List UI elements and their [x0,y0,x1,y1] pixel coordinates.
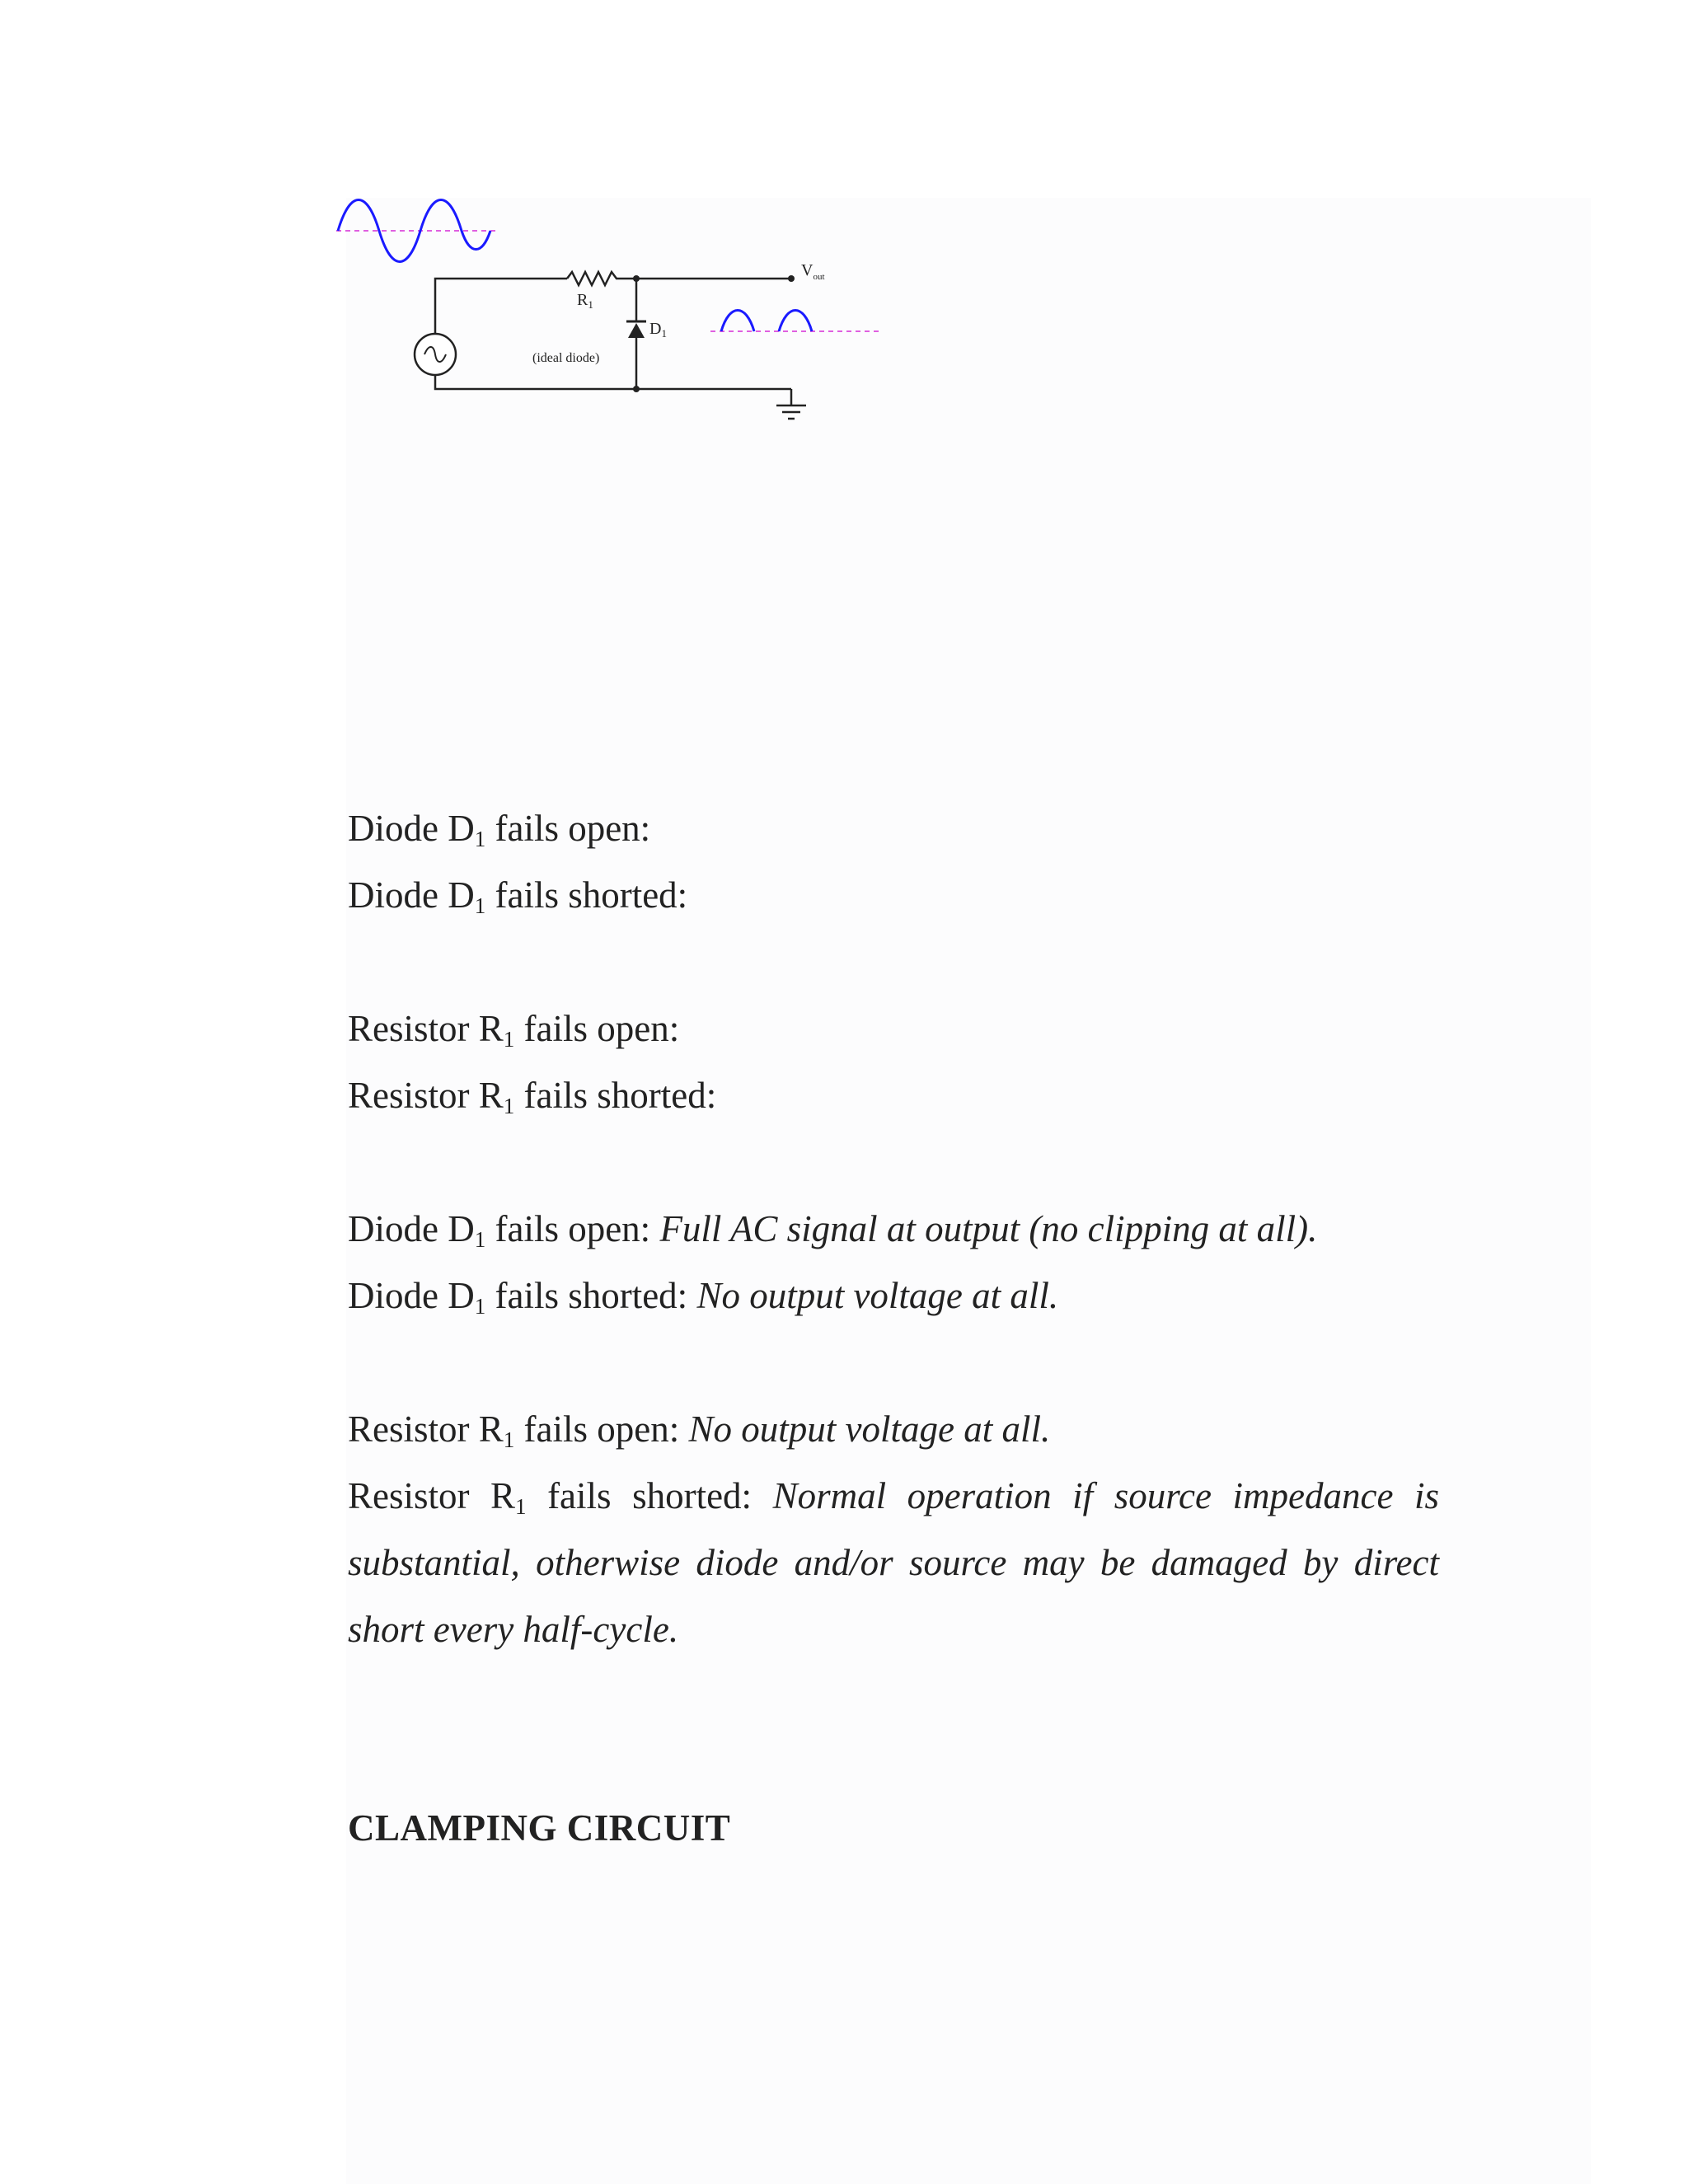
answer-resistor-shorted-line2: substantial, otherwise diode and/or source may be damaged by direct [348,1542,1439,1583]
ground-symbol [776,405,806,419]
node-top [633,275,640,282]
diode-label: $D_1$ [649,320,667,340]
section-heading: CLAMPING CIRCUIT [348,1807,731,1849]
resistor-symbol [567,272,636,285]
answer-resistor-open: Resistor $R_1$ fails open: No output voltage at all. [348,1408,1051,1452]
resistor-label: $R_1$ [577,291,593,311]
ideal-diode-note: (ideal diode) [532,351,600,365]
clipper-circuit-diagram [330,190,907,437]
vout-label: $V_{out}$ [801,261,825,282]
question-resistor-shorted: Resistor $R_1$ fails shorted: [348,1075,717,1118]
answer-resistor-shorted-line1: Resistor $R_1$ fails shorted: Normal operation if source impedance is [348,1475,1439,1519]
node-bottom [633,386,640,392]
question-resistor-open: Resistor $R_1$ fails open: [348,1008,680,1052]
question-diode-shorted: Diode $D_1$ fails shorted: [348,874,688,918]
diode-symbol [628,323,645,338]
answer-resistor-shorted-line3: short every half-cycle. [348,1609,679,1650]
output-halfwave [721,311,812,332]
question-diode-open: Diode $D_1$ fails open: [348,808,651,851]
page-background [346,198,1591,2184]
answer-diode-open: Diode $D_1$ fails open: Full AC signal at output (no clipping at all). [348,1208,1318,1252]
circuit-wires [435,272,791,405]
output-terminal [788,275,795,282]
answer-diode-shorted: Diode $D_1$ fails shorted: No output voltage at all. [348,1275,1059,1319]
